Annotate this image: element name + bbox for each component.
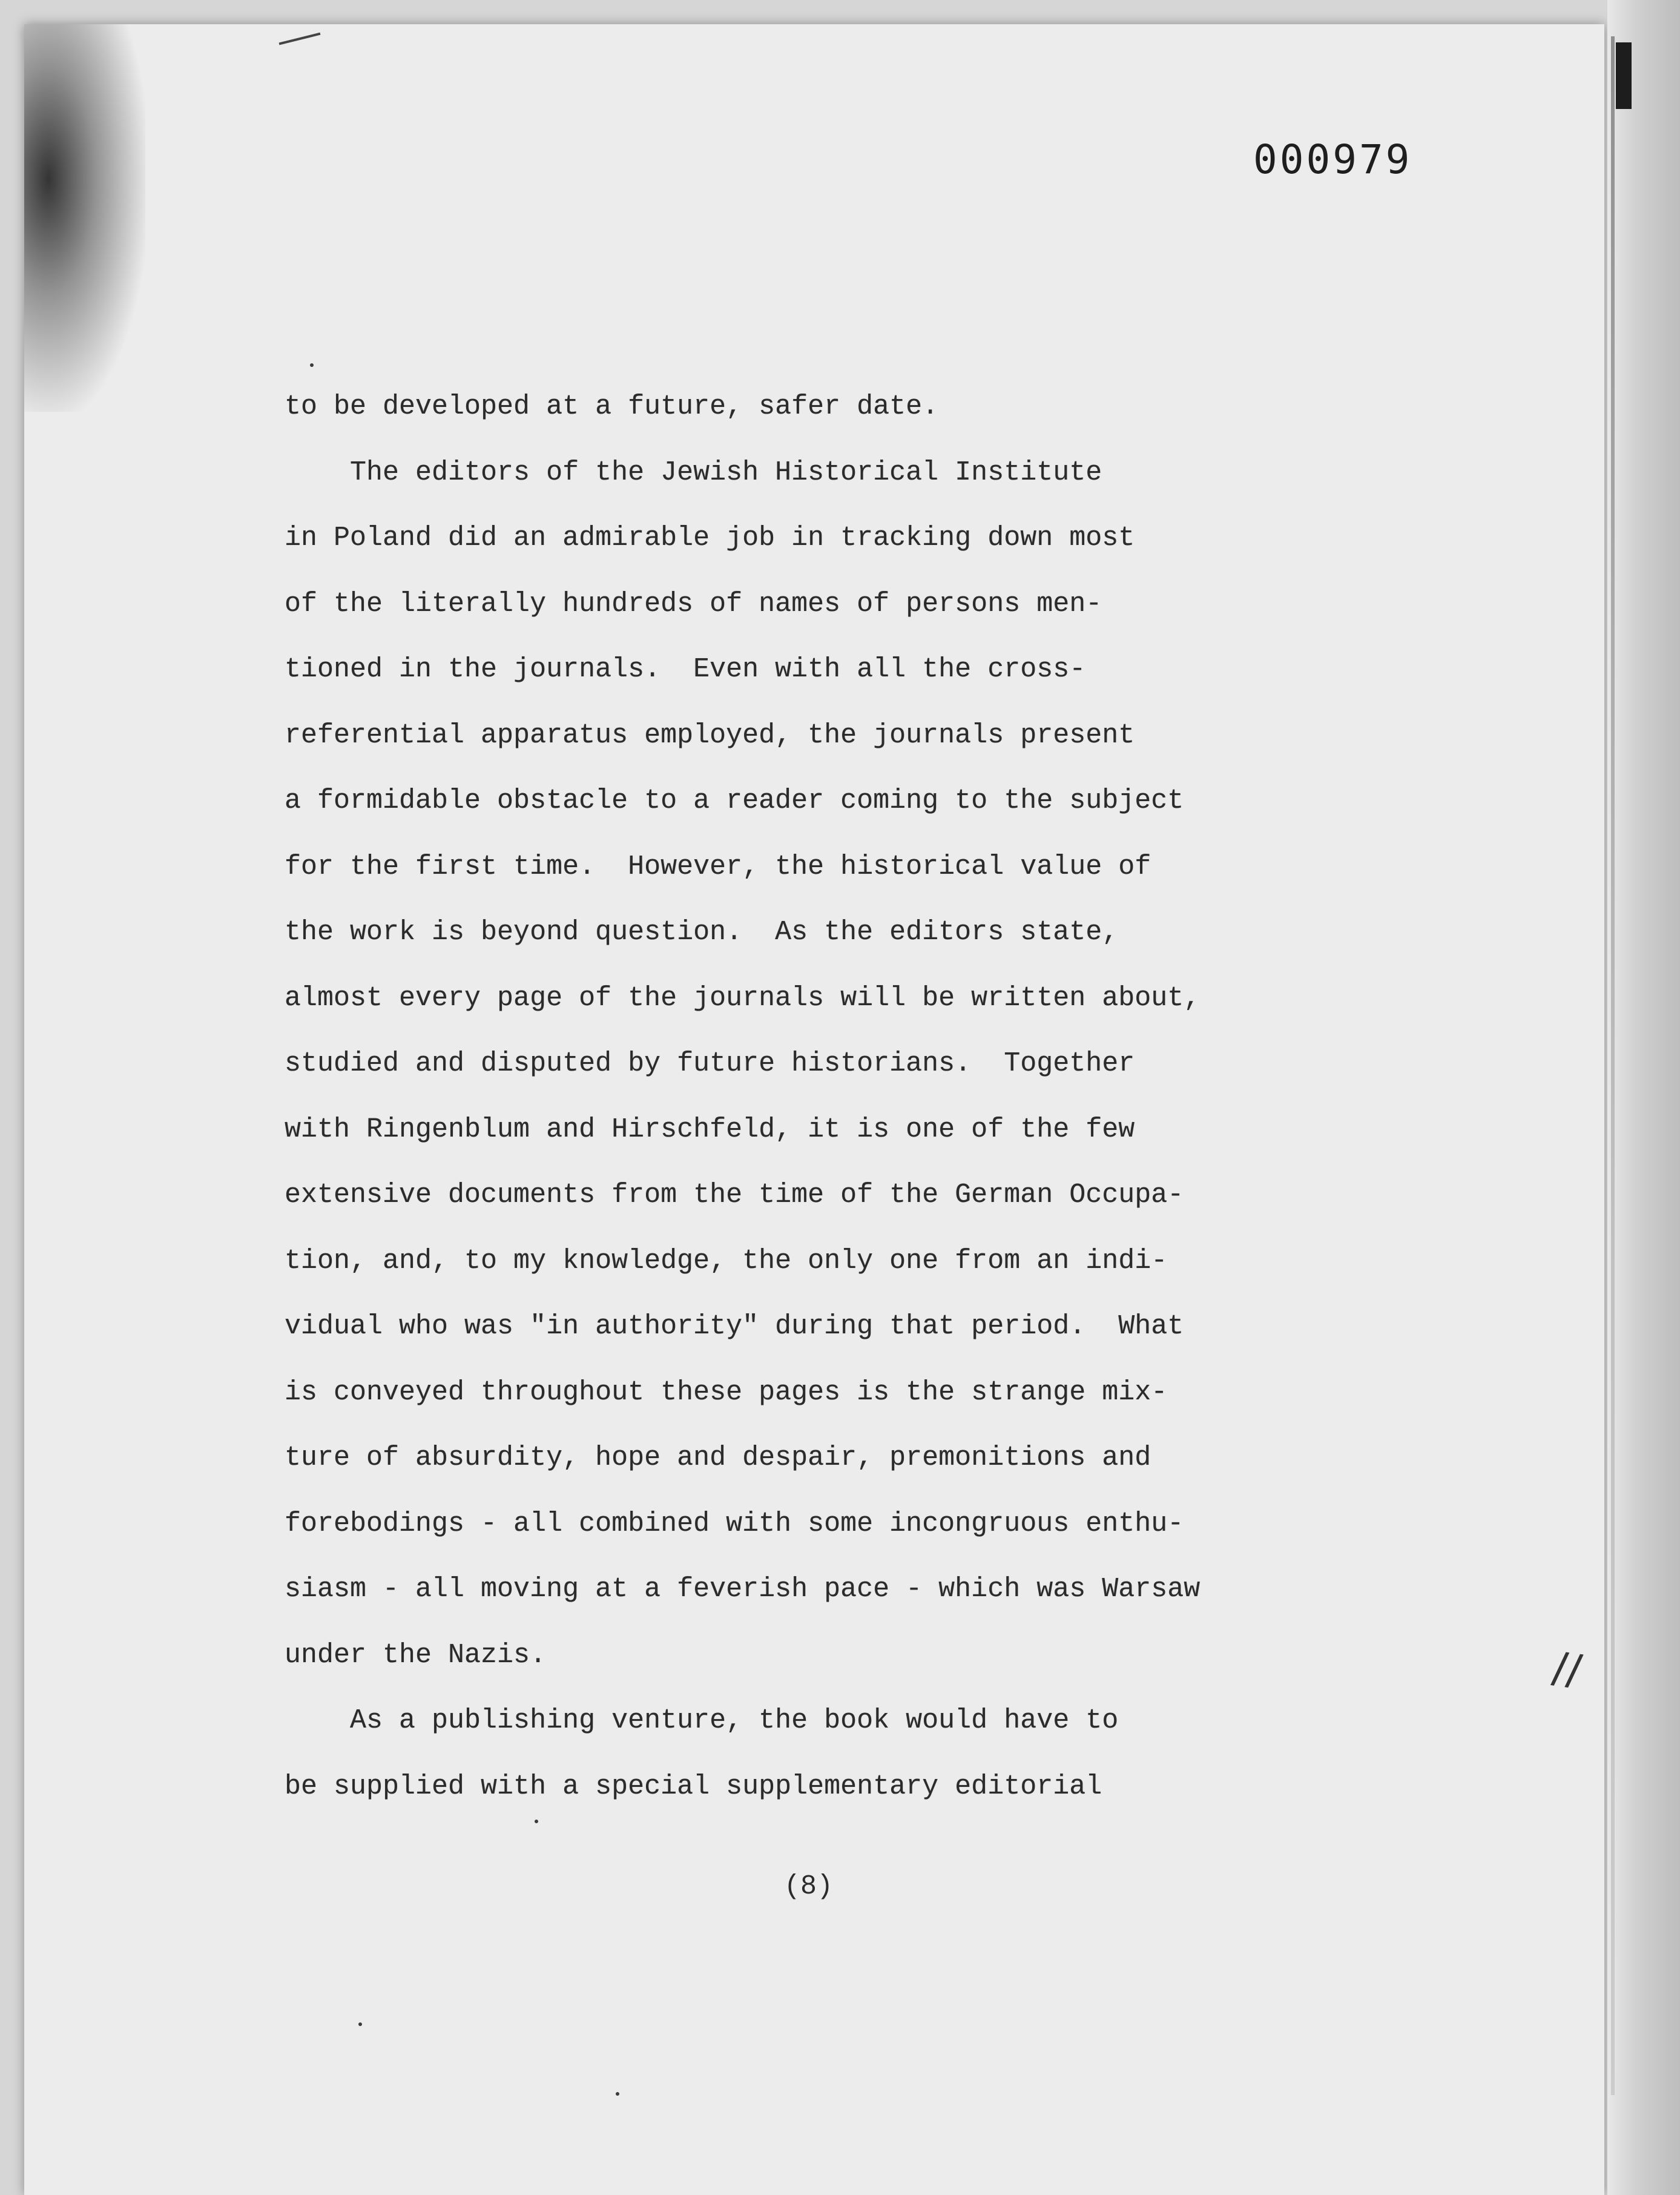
body-text	[285, 374, 1435, 1820]
speck-mark	[535, 1820, 538, 1823]
speck-mark	[358, 2022, 362, 2026]
margin-mark: //	[1549, 1642, 1585, 1695]
text-line: referential apparatus employed, the journals present	[285, 719, 1135, 751]
text-line: of the literally hundreds of names of persons men-	[285, 588, 1102, 619]
text-line: siasm - all moving at a feverish pace - which was Warsaw	[285, 1574, 1201, 1605]
text-line: vidual who was "in authority" during that period. What	[285, 1311, 1184, 1342]
text-line: tioned in the journals. Even with all the cross-	[285, 654, 1086, 685]
binder-clip-mark	[1616, 42, 1632, 109]
text-line: forebodings - all combined with some incongruous enthu-	[285, 1508, 1184, 1539]
text-line: As a publishing venture, the book would have to	[285, 1705, 1119, 1736]
text-line: studied and disputed by future historians. Together	[285, 1048, 1135, 1079]
text-line: under the Nazis.	[285, 1639, 547, 1671]
speck-mark	[616, 2092, 619, 2096]
text-line: to be developed at a future, safer date.	[285, 391, 939, 422]
text-line: is conveyed throughout these pages is the strange mix-	[285, 1376, 1168, 1408]
text-line: ture of absurdity, hope and despair, premonitions and	[285, 1442, 1151, 1473]
document-number: 000979	[1253, 136, 1412, 183]
text-line: be supplied with a special supplementary editorial	[285, 1771, 1102, 1802]
page-number: (8)	[784, 1871, 834, 1902]
binder-edge	[1607, 0, 1680, 2195]
text-line: almost every page of the journals will be written about,	[285, 982, 1201, 1014]
text-line: in Poland did an admirable job in tracking down most	[285, 523, 1135, 553]
binder-edge-line	[1611, 36, 1615, 2095]
text-line: tion, and, to my knowledge, the only one from an indi-	[285, 1245, 1168, 1276]
text-line: The editors of the Jewish Historical Institute	[285, 457, 1102, 488]
text-line: extensive documents from the time of the German Occupa-	[285, 1180, 1184, 1210]
scan-shadow	[24, 24, 145, 412]
text-line: with Ringenblum and Hirschfeld, it is one of the few	[285, 1114, 1135, 1145]
text-line: for the first time. However, the historical value of	[285, 851, 1151, 882]
text-line: the work is beyond question. As the editors state,	[285, 917, 1119, 948]
text-line: a formidable obstacle to a reader coming to the subject	[285, 785, 1184, 816]
speck-mark	[310, 363, 314, 367]
